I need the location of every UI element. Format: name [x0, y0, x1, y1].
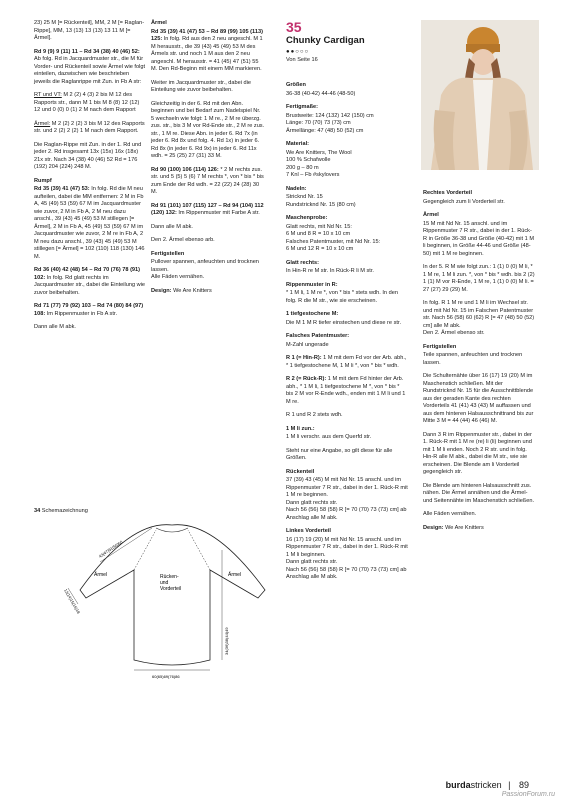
section-heading: 1 tiefgestochene M:: [286, 311, 339, 317]
paragraph-text: M 2 (2) 2 (2) 3 bis M 12 des Rapports str. und 2 (2) 2 (2) 1 M nach dem Rapport.: [34, 120, 145, 134]
paragraph-text: Den 2. Ärmel ebenso arb.: [151, 237, 215, 243]
figure-caption: 34 Schemazeichnung: [34, 508, 88, 514]
paragraph-text: Glatt rechts, mit Nd Nr. 15: 6 M und 8 R = 10 x 10 cm Falsches Patentmuster, mit Nd Nr. 15: 6 M und 12 R = 10 x 10 cm: [286, 223, 381, 252]
section-heading: Rumpf: [34, 177, 52, 184]
row-label: Design:: [151, 287, 172, 294]
paragraph-text: 15 M mit Nd Nr. 15 anschl. und im Rippenmuster 7 R str., dabei in der 1. Rück-R in Größe 36-38 und Größe (40-42) mit 1 M li beginnen, in Größe 44-46 und Größe (48-50) mit 1 M re beginnen.: [423, 220, 534, 257]
column-2: [151, 20, 265, 301]
col4-paragraph: [423, 199, 535, 207]
col1-paragraph: [34, 49, 146, 87]
paragraph-text: Die M 1 M R tiefer einstechen und diese re str.: [286, 319, 402, 326]
paragraph-text: 16 (17) 19 (20) M mit Nd Nr. 15 anschl. und im Rippenmuster 7 R str., dabei in der 1. Rück-R mit 1 M li beginnen. Dann glatt rechts str. Nach 56 (56) 58 (58) R [= 70 (70) 73 (73) cm] ab Anschlag alle M abk.: [286, 536, 408, 580]
paragraph-text: Brustweite: 124 (132) 142 (150) cm Länge: 70 (70) 73 (73) cm Ärmellänge: 47 (48) 50 (52) cm: [286, 112, 374, 134]
pattern-header: [286, 20, 408, 64]
row-label: Rd 35 (39) 41 (47) 53:: [34, 186, 90, 192]
section-heading: Nadeln:: [286, 185, 307, 192]
pattern-number: 35: [286, 19, 302, 35]
col3-paragraph: [286, 426, 408, 434]
paragraph-text: 1 M mit dem Fd vor der Arb. abh., * 1 tiefgestochene M, 1 M li *, von * bis * wdh.: [286, 355, 407, 369]
col3-paragraph: [286, 448, 408, 463]
section-heading: 1 M li zun.:: [286, 425, 315, 432]
col4-paragraph: [423, 212, 535, 220]
paragraph-text: In folg. Rd aus den 2 neu angeschl. M 1 M herausstr., die 39 (43) 45 (49) 53 M des Ärmels str. und noch 1 M aus den 2 neu angeschl. M herausstr. = 41 (45) 47 (51) 55 M. Den Rd-Beginn mit einem MM markieren.: [151, 36, 263, 72]
col4-paragraph: [423, 264, 535, 294]
section-heading: Material:: [286, 141, 310, 147]
paragraph-text: * 1 M li, 1 M re *, von * bis * stets wdh. In den folg. R die M str., wie sie erscheinen.: [286, 290, 398, 304]
section-heading: Fertigstellen: [423, 343, 457, 350]
paragraph-text: M 2 (2) 4 (3) 2 bis M 12 des Rapports str., dann M 1 bis M 8 (8) 12 (12) 12 und 0 (0) 0 (1) 2 M nach dem Rapport: [34, 92, 140, 113]
col3-paragraph: [286, 537, 408, 582]
paragraph-text: Teile spannen, anfeuchten und trocknen lassen.: [423, 352, 523, 366]
brand-burda: burda: [445, 780, 471, 790]
sleeve-right-label: Ärmel: [228, 572, 242, 578]
col3-paragraph: [286, 104, 408, 112]
paragraph-text: We Are Knitters, The Wool 100 % Schafwolle 200 g – 80 m 7 Knl – Fb #skylovers: [286, 149, 352, 178]
underlined-label: Ärmel:: [34, 120, 51, 127]
underlined-label: RT und VT:: [34, 92, 62, 98]
section-heading: Größen: [286, 82, 306, 88]
col3-paragraph: [286, 376, 408, 406]
col3-paragraph: [286, 434, 408, 442]
col2-paragraph: [151, 251, 265, 259]
col2-paragraph: [151, 288, 265, 296]
col2-paragraph: [151, 101, 265, 161]
col3-paragraph: [286, 260, 408, 268]
col4-paragraph: [423, 432, 535, 477]
col3-paragraph: [286, 194, 408, 209]
col2-paragraph: [151, 259, 265, 282]
paragraph-text: Gegengleich zum li Vorderteil str.: [423, 198, 505, 205]
cuff-measure: 13(14)15(16)18: [63, 588, 82, 615]
paragraph-text: R 1 und R 2 stets wdh.: [286, 412, 343, 418]
paragraph-text: 36-38 (40-42) 44-46 (48-50): [286, 90, 356, 97]
col2-paragraph: [151, 224, 265, 232]
col1-paragraph: [34, 142, 146, 172]
paragraph-text: In Hin-R re M str. In Rück-R li M str.: [286, 268, 374, 274]
paragraph-text: Weiter im Jacquardmuster str., dabei die Einteilung wie zuvor beibehalten.: [151, 79, 252, 93]
paragraph-text: Stricknd Nr. 15 Rundstricknd Nr. 15 (80 cm): [286, 194, 356, 208]
paragraph-text: 1 M li verschr. aus dem Querfd str.: [286, 434, 372, 440]
paragraph-text: Dann 3 R im Rippenmuster str., dabei in der 1. Rück-R mit 1 M re (re) li (li) beginnen und mit 1 M li enden. Noch 2 R str. und in folg. Hin-R alle M abk., dabei die M str., wie sie erscheinen. Die Blende am li Vorderteil gegengleich str.: [423, 431, 532, 475]
paragraph-text: Ab folg. Rd in Jacquardmuster str., die M für Vorder- und Rückenteil sowie Ärmel wie folgt einteilen, dazwischen wie beschrieben jeweils die Raglanrippe mit Zun. in Fb A str:: [34, 56, 145, 85]
section-heading: Glatt rechts:: [286, 259, 319, 266]
paragraph-text: 23) 25 M [= Rückenteil], MM, 2 M [= Raglan-Rippe], MM, 13 (13) 13 (13) 13 11 M [= Ärmel].: [34, 20, 145, 41]
col1-paragraph: [34, 267, 146, 297]
section-heading: Rippenmuster in R:: [286, 281, 338, 288]
col1-paragraph: [34, 303, 146, 318]
section-heading: Maschenprobe:: [286, 215, 328, 221]
col4-paragraph: [423, 525, 535, 533]
paragraph-text: Gleichzeitig in der 6. Rd mit den Abn. beginnen und bei Bedarf zum Nadelspiel Nr. 5 wechseln wie folgt: 1 M re., 2 M re überzg. zus. str., bis 3 M vor Rd-Ende str., 2 M re zus. str., 1 M re. Diese Abn. in jeder 6. Rd 7x (in jeder 6. Rd 8x und folg. 4. Rd 1x) in jeder 6. Rd 8x (in jeder 6. Rd 9x) in jeder 6. Rd 11x wdh. = 25 (25) 27 (31) 33 M.: [151, 100, 265, 159]
raglan-measure: 43(47)51(56)60: [97, 539, 124, 559]
paragraph-text: Die Raglan-Rippe mit Zun. in der 1. Rd und jeder 2. Rd insgesamt 13x (15x) 16x (18x) 21x str. Nach 34 (38) 40 (46) 52 Rd = 176 (192) 204 (224) 248 M.: [34, 141, 142, 170]
paragraph-text: Dann alle M abk.: [151, 223, 193, 230]
col3-paragraph: [286, 342, 408, 350]
pattern-title: Chunky Cardigan: [286, 35, 365, 46]
col3-paragraph: [286, 215, 408, 223]
paragraph-text: Dann alle M abk.: [34, 324, 76, 330]
sleeve-left-label: Ärmel: [94, 572, 108, 578]
row-label: Design:: [423, 524, 444, 531]
paragraph-text: In folg. Rd glatt rechts im Jacquardmuster str., dabei die Einteilung wie zuvor beibehalten.: [34, 274, 146, 296]
col3-paragraph: [286, 333, 408, 341]
col3-paragraph: [286, 355, 408, 370]
row-label: R 1 (= Hin-R):: [286, 355, 322, 361]
body-label: Rücken-und Vorderteil: [160, 574, 182, 592]
col3-paragraph: [286, 150, 408, 180]
column-4: [423, 190, 535, 538]
col3-paragraph: [286, 224, 408, 254]
col4-paragraph: [423, 300, 535, 338]
col1-paragraph: [34, 186, 146, 261]
paragraph-text: 37 (39) 43 (45) M mit Nd Nr. 15 anschl. und im Rippenmuster 7 R str., dabei in der 1. Rück-R mit 1 M re beginnen. Dann glatt rechts str. Nach 56 (56) 58 (58) R [= 70 (70) 73 (73) cm] ab Anschlag alle M abk.: [286, 477, 408, 521]
col2-paragraph: [151, 80, 265, 95]
section-heading: Fertigstellen: [151, 250, 185, 257]
paragraph-text: In folg. R 1 M re und 1 M li im Wechsel str. und mit Nd Nr. 15 im Falschen Patentmuster str. Nach 56 (58) 60 (62) R [= 47 (48) 50 (52) cm] alle M abk. Den 2. Ärmel ebenso str.: [423, 300, 535, 336]
row-label: Rd 35 (39) 41 (47) 53 – Rd 89 (99) 105 (113) 125:: [151, 28, 263, 42]
schematic-drawing: [60, 520, 285, 700]
col2-paragraph: [151, 20, 265, 28]
paragraph-text: Die Schulternähte über 16 (17) 19 (20) M im Maschenstich schließen. Mit der Rundstricknd Nr. 15 für die Ausschnittblende aus der geraden Kante des rechten Vorderteils 41 (41) 43 (43) M auffassen und aus dem hinteren Halsausschnittrand bis zur Mitte 3 M = 44 (44) 46 (46) M.: [423, 373, 534, 424]
col4-paragraph: [423, 344, 535, 352]
col4-paragraph: [423, 373, 535, 426]
section-heading: Rückenteil: [286, 468, 315, 475]
col3-paragraph: [286, 186, 408, 194]
col3-paragraph: [286, 477, 408, 522]
row-label: Rd 9 (9) 9 (11) 11 – Rd 34 (38) 40 (46) 52:: [34, 48, 140, 55]
col2-paragraph: [151, 203, 265, 218]
col1-paragraph: [34, 121, 146, 136]
hem-measure: 60(65)69(76)86: [152, 674, 180, 679]
col4-paragraph: [423, 483, 535, 506]
paragraph-text: * 2 M rechts zus. str. und 5 (5) 5 (6) 7 M rechts *, von * bis * bis zum Ende der Rd wdh. = 22 (22) 24 (28) 30 M.: [151, 166, 264, 195]
section-heading: Linkes Vorderteil: [286, 528, 331, 534]
paragraph-text: Steht nur eine Angabe, so gilt diese für alle Größen.: [286, 447, 393, 461]
col1-paragraph: [34, 92, 146, 115]
length-measure: 34(36)38(44)49: [224, 627, 229, 655]
section-heading: Rechtes Vorderteil: [423, 190, 473, 196]
col3-paragraph: [286, 311, 408, 319]
col1-paragraph: [34, 20, 146, 43]
col3-paragraph: [286, 268, 408, 276]
col3-paragraph: [286, 82, 408, 90]
col3-paragraph: [286, 113, 408, 136]
paragraph-text: Alle Fäden vernähen.: [423, 511, 477, 517]
col2-paragraph: [151, 237, 265, 245]
page-number: 89: [518, 780, 529, 790]
model-photo: [421, 20, 539, 170]
col3-paragraph: [286, 528, 408, 536]
col3-paragraph: [286, 412, 408, 420]
section-heading: Falsches Patentmuster:: [286, 333, 350, 339]
row-label: Rd 90 (100) 106 (114) 126:: [151, 166, 219, 173]
col4-paragraph: [423, 511, 535, 519]
column-1: [34, 20, 146, 338]
column-3: [286, 82, 408, 588]
paragraph-text: Die Blende am hinteren Halsausschnitt zus. nähen. Die Ärmel annähen und die Ärmel- und Seitennähte im Maschenstich schließen.: [423, 482, 535, 504]
row-label: Rd 71 (77) 79 (92) 103 – Rd 74 (80) 84 (97) 108:: [34, 303, 144, 317]
col2-paragraph: [151, 29, 265, 74]
paragraph-text: Pullover spannen, anfeuchten und trocknen lassen. Alle Fäden vernähen.: [151, 259, 259, 280]
brand-stricken: stricken: [470, 780, 502, 790]
paragraph-text: We Are Knitters: [171, 287, 212, 294]
watermark: PassionForum.ru: [501, 791, 555, 798]
section-heading: Ärmel: [151, 20, 167, 26]
row-label: Rd 36 (40) 42 (48) 54 – Rd 70 (76) 78 (91) 102:: [34, 267, 141, 281]
col3-paragraph: [286, 282, 408, 290]
col3-paragraph: [286, 141, 408, 149]
col4-paragraph: [423, 190, 535, 198]
paragraph-text: Im Rippenmuster mit Farbe A str.: [176, 210, 260, 216]
col1-paragraph: [34, 324, 146, 332]
col3-paragraph: [286, 320, 408, 328]
col1-paragraph: [34, 178, 146, 186]
col3-paragraph: [286, 469, 408, 477]
footer: burdastricken | 89: [445, 780, 529, 790]
paragraph-text: 1 M mit dem Fd hinter der Arb. abh., * 1 M li, 1 tiefgestochene M *, von * bis * bis 2 M vor R-Ende wdh., enden mit 1 M li und 1 M re.: [286, 376, 406, 405]
section-heading: Ärmel: [423, 212, 439, 218]
section-heading: Fertigmaße:: [286, 104, 319, 110]
col4-paragraph: [423, 221, 535, 259]
row-label: R 2 (= Rück-R):: [286, 376, 327, 382]
col3-paragraph: [286, 290, 408, 305]
paragraph-text: In der 5. R M wie folgt zun.: 1 (1) 0 (0) M li, * 1 M re, 1 M li zun. *, von * bis * wdh. bis 2 (2) 1 (1) M vor R-Ende, 1 M re, 1 (1) 0 (0) M li. = 27 (27) 29 (29) M.: [423, 264, 535, 293]
col3-paragraph: [286, 91, 408, 99]
row-label: Rd 91 (101) 107 (115) 127 – Rd 94 (104) 112 (120) 132:: [151, 202, 264, 216]
col2-paragraph: [151, 167, 265, 197]
paragraph-text: Im Rippenmuster in Fb A str.: [45, 310, 118, 317]
paragraph-text: We Are Knitters: [443, 524, 484, 531]
paragraph-text: In folg. Rd die M neu aufteilen, dabei die MM entfernen: 2 M in Fb A, 45 (49) 53 (59) 67 M im Jacquardmuster wie zuvor, 2 M in Fb A, 2 M neu dazu anschl., 39 (43) 45 (49) 53 M stillegen [= Ärmel], 2 M in Fb A, 45 (49) 53 (59) 67 M im Jacquardmuster wie zuvor, 2 M re in Fb A, 2 M neu dazu anschl., 39 (43) 45 (49) 53 M stillegen [= Ärmel] = 102 (110) 118 (130) 146 M.: [34, 186, 145, 260]
col4-paragraph: [423, 352, 535, 367]
paragraph-text: M-Zahl ungerade: [286, 341, 329, 348]
from-page: Von Seite 16: [286, 56, 318, 63]
difficulty-dots: ●●○○○: [286, 49, 310, 55]
